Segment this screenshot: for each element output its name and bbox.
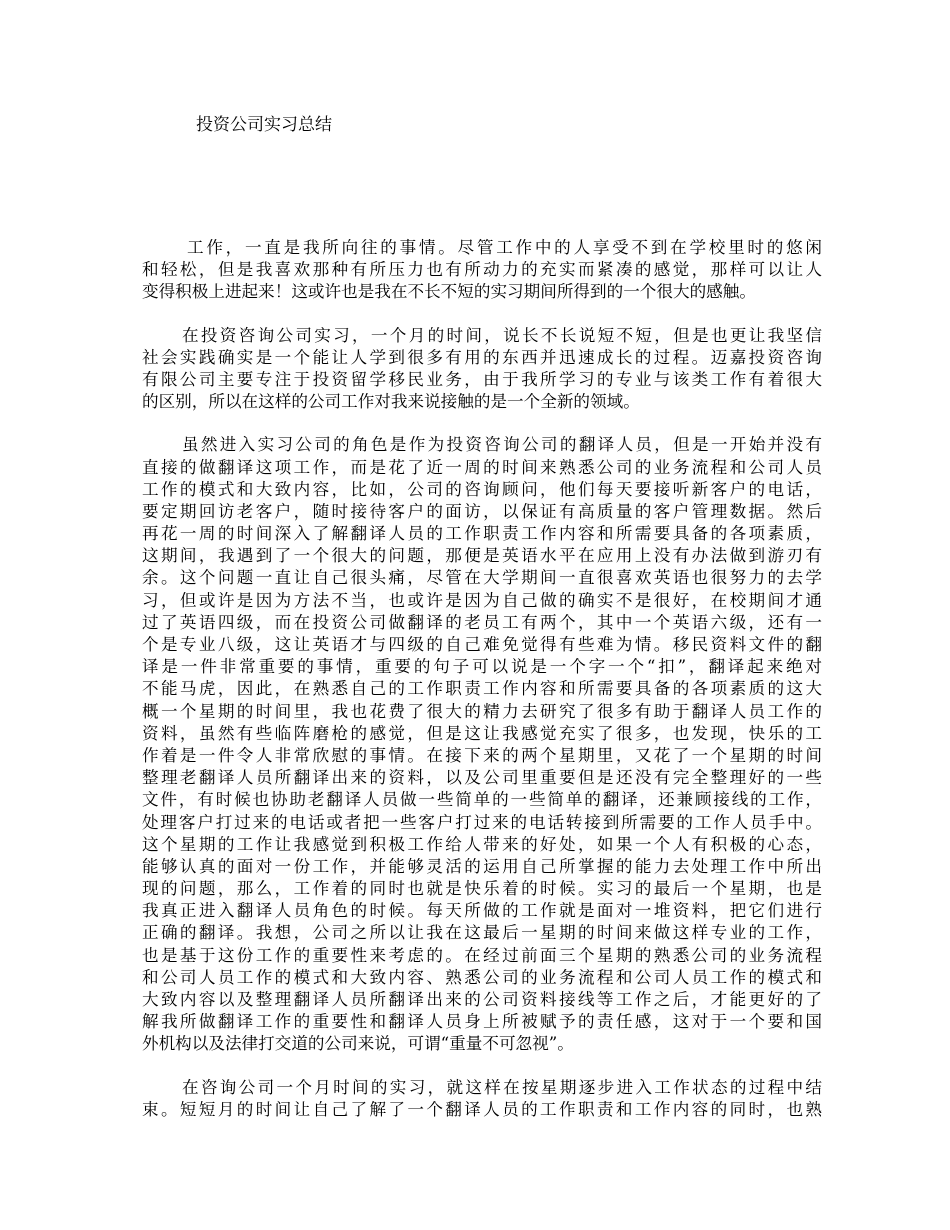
paragraph-line: 现的问题，那么，工作着的同时也就是快乐着的时候。实习的最后一个星期，也是 [142, 879, 822, 899]
paragraph-line: 直接的做翻译这项工作，而是花了近一周的时间来熟悉公司的业务流程和公司人员 [142, 457, 822, 477]
paragraph-line: 有限公司主要专注于投资留学移民业务，由于我所学习的专业与该类工作有着很大 [142, 369, 822, 389]
paragraph-line: 大致内容以及整理翻译人员所翻译出来的公司资料接线等工作之后，才能更好的了 [142, 990, 822, 1009]
paragraph-line: 在咨询公司一个月时间的实习，就这样在按星期逐步进入工作状态的过程中结 [182, 1077, 822, 1097]
paragraph-line: 不能马虎，因此，在熟悉自己的工作职责工作内容和所需要具备的各项素质的这大 [142, 679, 822, 699]
paragraph-line: 再花一周的时间深入了解翻译人员的工作职责工作内容和所需要具备的各项素质， [142, 524, 822, 544]
paragraph [142, 1077, 822, 1121]
paragraph-line: 虽然进入实习公司的角色是作为投资咨询公司的翻译人员，但是一开始并没有 [182, 435, 822, 455]
paragraph-line: 能够认真的面对一份工作，并能够灵活的运用自己所掌握的能力去处理工作中所出 [142, 856, 822, 876]
paragraph-line: 工作的模式和大致内容，比如，公司的咨询顾问，他们每天要接听新客户的电话， [142, 479, 822, 499]
paragraph-line: 作着是一件令人非常欣慰的事情。在接下来的两个星期里，又花了一个星期的时间 [142, 745, 822, 765]
paragraph-line: 资料，虽然有些临阵磨枪的感觉，但是这让我感觉充实了很多，也发现，快乐的工 [142, 723, 822, 743]
paragraph-line: 也是基于这份工作的重要性来考虑的。在经过前面三个星期的熟悉公司的业务流程 [142, 945, 822, 965]
paragraph-line: 外机构以及法律打交道的公司来说，可谓“重量不可忽视”。 [142, 1034, 574, 1054]
paragraph-line: 这期间，我遇到了一个很大的问题，那便是英语水平在应用上没有办法做到游刃有 [142, 546, 822, 566]
paragraph-line: 解我所做翻译工作的重要性和翻译人员身上所被赋予的责任感，这对于一个要和国 [142, 1012, 822, 1032]
paragraph-line: 社会实践确实是一个能让人学到很多有用的东西并迅速成长的过程。迈嘉投资咨询 [142, 347, 822, 367]
paragraph [142, 325, 822, 414]
paragraph-line: 概一个星期的时间里，我也花费了很大的精力去研究了很多有助于翻译人员工作的 [142, 701, 822, 721]
paragraph-line: 我真正进入翻译人员角色的时候。每天所做的工作就是面对一堆资料，把它们进行 [142, 901, 822, 921]
paragraph-line: 要定期回访老客户，随时接待客户的面访，以保证有高质量的客户管理数据。然后 [142, 501, 822, 521]
paragraph [142, 434, 822, 1055]
paragraph-line: 个是专业八级，这让英语才与四级的自己难免觉得有些难为情。移民资料文件的翻 [142, 635, 822, 654]
paragraph-line: 这个星期的工作让我感觉到积极工作给人带来的好处，如果一个人有积极的心态， [142, 834, 822, 854]
paragraph-line: 整理老翻译人员所翻译出来的资料，以及公司里重要但是还没有完全整理好的一些 [142, 768, 822, 788]
paragraph-line: 习，但或许是因为方法不当，也或许是因为自己做的确实不是很好，在校期间才通 [142, 590, 822, 610]
paragraph-line: 余。这个问题一直让自己很头痛，尽管在大学期间一直很喜欢英语也很努力的去学 [142, 568, 822, 588]
paragraph-line: 正确的翻译。我想，公司之所以让我在这最后一星期的时间来做这样专业的工作， [142, 923, 822, 943]
paragraph-line: 和轻松，但是我喜欢那种有所压力也有所动力的充实而紧凑的感觉，那样可以让人 [142, 260, 822, 280]
paragraph-line: 束。短短月的时间让自己了解了一个翻译人员的工作职责和工作内容的同时，也熟 [142, 1099, 822, 1119]
paragraph-line: 文件，有时候也协助老翻译人员做一些简单的一些简单的翻译，还兼顾接线的工作， [142, 790, 822, 810]
paragraph-line: 工作，一直是我所向往的事情。尽管工作中的人享受不到在学校里时的悠闲 [187, 238, 822, 257]
paragraph-line: 在投资咨询公司实习，一个月的时间，说长不长说短不短，但是也更让我坚信 [182, 325, 822, 345]
paragraph-line: 变得积极上进起来！这或许也是我在不长不短的实习期间所得到的一个很大的感触。 [142, 282, 756, 302]
paragraph-line: 译是一件非常重要的事情，重要的句子可以说是一个字一个“扣”，翻译起来绝对 [142, 657, 822, 677]
document-title: 投资公司实习总结 [196, 115, 332, 135]
paragraph-line: 和公司人员工作的模式和大致内容、熟悉公司的业务流程和公司人员工作的模式和 [142, 967, 822, 987]
paragraph [142, 237, 822, 304]
paragraph-line: 处理客户打过来的电话或者把一些客户打过来的电话转接到所需要的工作人员手中。 [142, 812, 822, 832]
document-body [142, 237, 822, 1142]
paragraph-line: 的区别，所以在这样的公司工作对我来说接触的是一个全新的领域。 [142, 392, 640, 412]
paragraph-line: 过了英语四级，而在投资公司做翻译的老员工有两个，其中一个英语六级，还有一 [142, 612, 822, 632]
